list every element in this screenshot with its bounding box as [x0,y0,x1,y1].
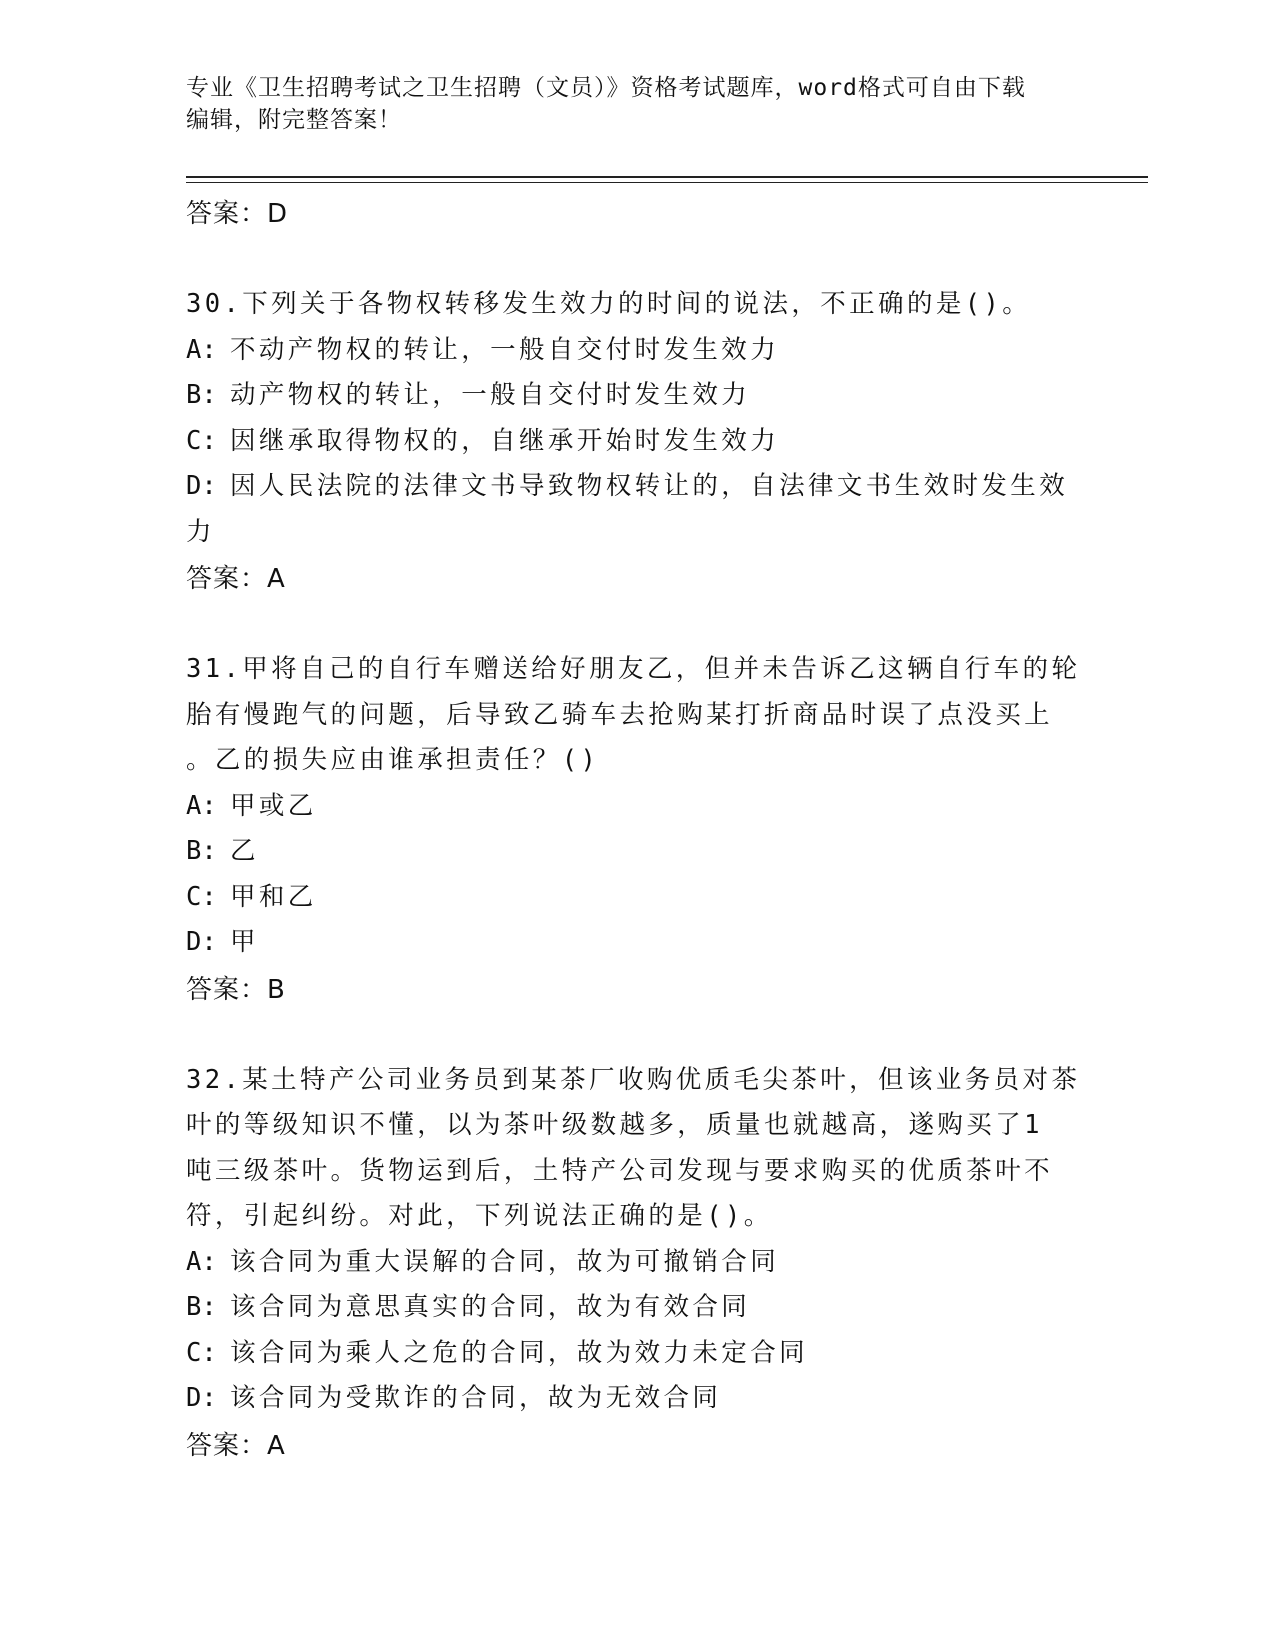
option-text: 该合同为乘人之危的合同，故为效力未定合同 [230,1337,809,1368]
answer-29: 答案：D [186,199,289,229]
option-text: 该合同为受欺诈的合同，故为无效合同 [230,1383,722,1413]
option-d-continuation: 力 [186,516,215,547]
option-label: D: [186,1383,217,1413]
option-a [186,328,1086,374]
header-divider-thick [186,176,1148,178]
stem-line: 32.某土特产公司业务员到某茶厂收购优质毛尖茶叶，但该业务员对茶 [186,1064,1081,1095]
option-d [186,464,1086,510]
question-list [186,186,1086,1470]
question-32 [186,1058,1086,1470]
header-divider-thin [186,182,1148,183]
option-b [186,1285,1086,1331]
header-line-1: 专业《卫生招聘考试之卫生招聘（文员）》资格考试题库，word格式可自由下载 [186,75,1026,101]
option-d [186,1376,1086,1422]
page-header [186,72,1086,136]
option-text: 甲 [230,927,259,957]
stem-line: 叶的等级知识不懂，以为茶叶级数越多，质量也就越高，遂购买了1 [186,1110,1043,1140]
stem-line: 31.甲将自己的自行车赠送给好朋友乙，但并未告诉乙这辆自行车的轮 [186,654,1081,684]
option-a [186,784,1086,830]
option-text: 因继承取得物权的，自继承开始时发生效力 [230,425,780,456]
option-b [186,373,1086,419]
option-text: 动产物权的转让，一般自交付时发生效力 [230,380,751,410]
option-label: D: [186,471,217,501]
stem-line: 。乙的损失应由谁承担责任？() [186,745,600,775]
answer-32: 答案：A [186,1430,286,1461]
question-stem [186,1058,1086,1240]
option-text: 不动产物权的转让，一般自交付时发生效力 [230,334,780,365]
option-text: 乙 [230,836,259,866]
stem-line: 胎有慢跑气的问题，后导致乙骑车去抢购某打折商品时误了点没买上 [186,699,1054,730]
option-label: B: [186,380,217,410]
stem-line: 30.下列关于各物权转移发生效力的时间的说法，不正确的是()。 [186,289,1032,319]
option-text: 甲或乙 [230,790,317,821]
header-line-2: 编辑，附完整答案！ [186,107,402,133]
stem-line: 符，引起纠纷。对此，下列说法正确的是()。 [186,1201,773,1231]
option-text: 因人民法院的法律文书导致物权转让的，自法律文书生效时发生效 [230,471,1069,501]
option-label: C: [186,1337,217,1368]
option-label: D: [186,927,217,957]
option-c [186,419,1086,465]
option-label: B: [186,1292,217,1322]
option-c [186,875,1086,921]
answer-30: 答案：A [186,564,286,594]
option-label: C: [186,425,217,456]
option-text: 该合同为重大误解的合同，故为可撤销合同 [230,1246,780,1277]
option-text: 甲和乙 [230,881,317,912]
option-label: C: [186,881,217,912]
stem-line: 吨三级茶叶。货物运到后，土特产公司发现与要求购买的优质茶叶不 [186,1155,1054,1186]
option-text: 该合同为意思真实的合同，故为有效合同 [230,1292,751,1322]
answer-31: 答案：B [186,974,286,1005]
option-label: B: [186,836,217,866]
question-stem [186,282,1086,328]
option-label: A: [186,334,217,365]
option-label: A: [186,1246,217,1277]
option-label: A: [186,790,217,821]
question-stem [186,647,1086,784]
question-30 [186,282,1086,603]
option-c [186,1331,1086,1377]
option-b [186,829,1086,875]
option-d [186,920,1086,966]
option-a [186,1240,1086,1286]
question-31 [186,647,1086,1014]
